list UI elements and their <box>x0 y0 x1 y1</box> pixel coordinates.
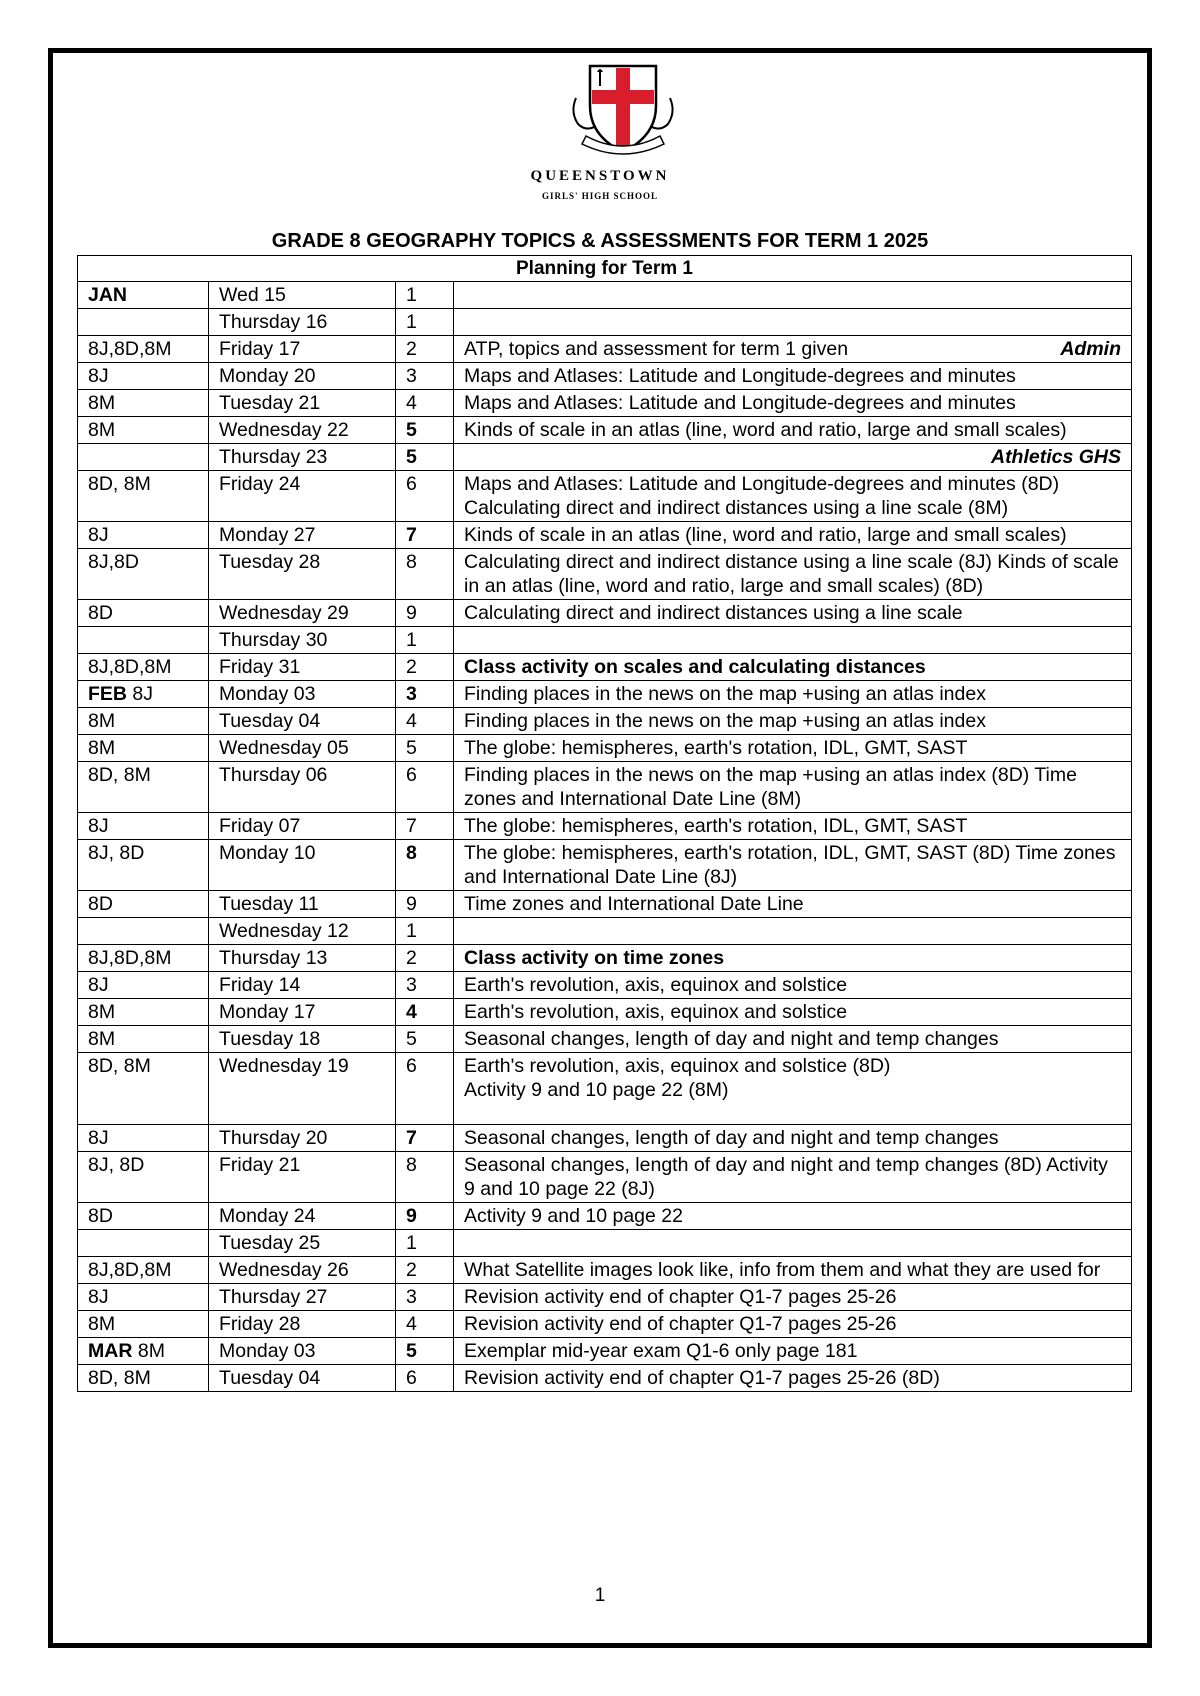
table-row <box>78 1284 1132 1311</box>
class-cell <box>78 762 209 813</box>
cycle-day-cell: 1 <box>396 282 454 309</box>
topic-text: Seasonal changes, length of day and night and temp changes <box>464 1127 999 1149</box>
day-cell: Wednesday 19 <box>209 1053 396 1125</box>
cycle-day-cell: 1 <box>396 918 454 945</box>
cycle-day-cell: 4 <box>396 1311 454 1338</box>
class-groups: 8J <box>88 815 109 837</box>
cycle-day-cell: 2 <box>396 1257 454 1284</box>
table-row <box>78 999 1132 1026</box>
day-cell: Wed 15 <box>209 282 396 309</box>
topic-cell <box>454 1230 1132 1257</box>
class-cell <box>78 681 209 708</box>
class-cell <box>78 1125 209 1152</box>
class-cell <box>78 336 209 363</box>
day-cell: Tuesday 04 <box>209 1365 396 1392</box>
cycle-day-cell: 5 <box>396 444 454 471</box>
class-groups: 8J,8D,8M <box>88 1259 172 1281</box>
cycle-day-cell: 9 <box>396 1203 454 1230</box>
day-cell: Thursday 27 <box>209 1284 396 1311</box>
day-cell: Friday 07 <box>209 813 396 840</box>
topic-text: Earth's revolution, axis, equinox and solstice (8D) <box>464 1055 891 1077</box>
cycle-day-cell: 3 <box>396 972 454 999</box>
cycle-day-cell: 7 <box>396 1125 454 1152</box>
day-cell: Friday 28 <box>209 1311 396 1338</box>
topic-text: Finding places in the news on the map +using an atlas index (8D) Time zones and International Date Line (8M) <box>464 764 1077 810</box>
day-cell: Tuesday 25 <box>209 1230 396 1257</box>
class-groups: 8J <box>88 1127 109 1149</box>
table-row <box>78 708 1132 735</box>
table-row <box>78 813 1132 840</box>
day-cell: Tuesday 28 <box>209 549 396 600</box>
table-row <box>78 1053 1132 1125</box>
cycle-day-cell: 4 <box>396 708 454 735</box>
topic-cell <box>454 417 1132 444</box>
topic-text: Revision activity end of chapter Q1-7 pages 25-26 <box>464 1313 897 1335</box>
cycle-day-cell: 8 <box>396 549 454 600</box>
class-groups: 8J,8D,8M <box>88 338 172 360</box>
class-groups: 8J,8D,8M <box>88 656 172 678</box>
topic-text: Earth's revolution, axis, equinox and solstice <box>464 1001 848 1023</box>
cycle-day-cell: 6 <box>396 762 454 813</box>
table-row <box>78 627 1132 654</box>
class-cell <box>78 1053 209 1125</box>
table-row <box>78 891 1132 918</box>
class-groups: 8J, 8D <box>88 842 145 864</box>
class-cell <box>78 1338 209 1365</box>
day-cell: Monday 10 <box>209 840 396 891</box>
day-cell: Thursday 23 <box>209 444 396 471</box>
topic-cell <box>454 1257 1132 1284</box>
day-cell: Wednesday 26 <box>209 1257 396 1284</box>
table-row <box>78 309 1132 336</box>
topic-cell <box>454 336 1132 363</box>
event-note: Athletics GHS <box>990 446 1122 468</box>
class-groups: 8M <box>88 737 116 759</box>
table-row <box>78 471 1132 522</box>
topic-cell <box>454 1365 1132 1392</box>
document-title: GRADE 8 GEOGRAPHY TOPICS & ASSESSMENTS FOR TERM 1 2025 <box>271 230 929 252</box>
cycle-day-cell: 2 <box>396 654 454 681</box>
class-cell <box>78 600 209 627</box>
table-row <box>78 1230 1132 1257</box>
class-cell <box>78 1257 209 1284</box>
cycle-day-cell: 8 <box>396 840 454 891</box>
topic-cell <box>454 918 1132 945</box>
cycle-day-cell: 5 <box>396 735 454 762</box>
topic-text: What Satellite images look like, info from them and what they are used for <box>464 1259 1101 1281</box>
class-groups: 8M <box>88 392 116 414</box>
table-row <box>78 762 1132 813</box>
table-row <box>78 1152 1132 1203</box>
day-cell: Friday 17 <box>209 336 396 363</box>
class-cell <box>78 417 209 444</box>
class-groups: 8M <box>88 1313 116 1335</box>
topic-cell <box>454 1125 1132 1152</box>
cycle-day-cell: 3 <box>396 681 454 708</box>
table-row <box>78 600 1132 627</box>
school-crest-logo <box>568 60 678 210</box>
class-cell <box>78 1365 209 1392</box>
cycle-day-cell: 5 <box>396 1026 454 1053</box>
topic-text: Earth's revolution, axis, equinox and solstice <box>464 974 848 996</box>
topic-text: Kinds of scale in an atlas (line, word and ratio, large and small scales) <box>464 419 1067 441</box>
topic-cell <box>454 363 1132 390</box>
cycle-day-cell: 5 <box>396 1338 454 1365</box>
class-cell <box>78 309 209 336</box>
cycle-day-cell: 1 <box>396 627 454 654</box>
table-row <box>78 681 1132 708</box>
table-row <box>78 1311 1132 1338</box>
topic-text: Activity 9 and 10 page 22 <box>464 1205 683 1227</box>
class-cell <box>78 972 209 999</box>
class-groups: 8D, 8M <box>88 1367 151 1389</box>
class-groups: 8D, 8M <box>88 1055 151 1077</box>
day-cell: Monday 03 <box>209 681 396 708</box>
topic-text: Calculating direct and indirect distance using a line scale (8J) Kinds of scale in an atlas (line, word and ratio, large and small scales) (8D) <box>464 551 1119 597</box>
table-row <box>78 417 1132 444</box>
table-row <box>78 1026 1132 1053</box>
cycle-day-cell: 1 <box>396 1230 454 1257</box>
school-subtitle: GIRLS' HIGH SCHOOL <box>541 191 659 201</box>
cycle-day-cell: 3 <box>396 1284 454 1311</box>
topic-cell <box>454 654 1132 681</box>
table-row <box>78 363 1132 390</box>
topic-cell <box>454 1338 1132 1365</box>
cycle-day-cell: 7 <box>396 813 454 840</box>
table-row <box>78 390 1132 417</box>
class-groups: 8J <box>132 683 154 705</box>
planning-table <box>77 255 1132 1392</box>
table-row <box>78 945 1132 972</box>
class-cell <box>78 471 209 522</box>
topic-text: The globe: hemispheres, earth's rotation, IDL, GMT, SAST <box>464 815 968 837</box>
day-cell: Friday 24 <box>209 471 396 522</box>
cycle-day-cell: 4 <box>396 390 454 417</box>
cycle-day-cell: 2 <box>396 945 454 972</box>
cycle-day-cell: 7 <box>396 522 454 549</box>
class-cell <box>78 1230 209 1257</box>
day-cell: Thursday 16 <box>209 309 396 336</box>
table-row <box>78 840 1132 891</box>
day-cell: Friday 21 <box>209 1152 396 1203</box>
topic-text: The globe: hemispheres, earth's rotation, IDL, GMT, SAST (8D) Time zones and International Date Line (8J) <box>464 842 1116 888</box>
topic-text: Seasonal changes, length of day and night and temp changes (8D) Activity 9 and 10 page 22 (8J) <box>464 1154 1108 1200</box>
class-cell <box>78 390 209 417</box>
class-groups: 8J <box>88 974 109 996</box>
topic-text: Revision activity end of chapter Q1-7 pages 25-26 <box>464 1286 897 1308</box>
topic-cell <box>454 681 1132 708</box>
table-header: Planning for Term 1 <box>78 256 1132 282</box>
class-cell <box>78 363 209 390</box>
topic-cell <box>454 999 1132 1026</box>
class-cell <box>78 945 209 972</box>
day-cell: Tuesday 18 <box>209 1026 396 1053</box>
day-cell: Tuesday 04 <box>209 708 396 735</box>
topic-cell <box>454 282 1132 309</box>
month-label: MAR <box>88 1340 133 1362</box>
topic-text: Exemplar mid-year exam Q1-6 only page 181 <box>464 1340 858 1362</box>
class-groups: 8D <box>88 1205 113 1227</box>
topic-cell <box>454 1203 1132 1230</box>
cycle-day-cell: 6 <box>396 1365 454 1392</box>
cycle-day-cell: 8 <box>396 1152 454 1203</box>
topic-text: Class activity on time zones <box>464 947 725 969</box>
class-groups: 8M <box>88 419 116 441</box>
table-row <box>78 1338 1132 1365</box>
topic-text: Maps and Atlases: Latitude and Longitude-degrees and minutes (8D) Calculating direct and indirect distances using a line scale (8M) <box>464 473 1060 519</box>
topic-cell <box>454 549 1132 600</box>
day-cell: Monday 17 <box>209 999 396 1026</box>
cycle-day-cell: 3 <box>396 363 454 390</box>
day-cell: Wednesday 22 <box>209 417 396 444</box>
class-groups: 8D <box>88 893 113 915</box>
class-cell <box>78 891 209 918</box>
topic-cell <box>454 627 1132 654</box>
table-row <box>78 522 1132 549</box>
class-cell <box>78 1026 209 1053</box>
class-groups: 8J <box>88 1286 109 1308</box>
table-row <box>78 972 1132 999</box>
table-row <box>78 1365 1132 1392</box>
topic-cell <box>454 444 1132 471</box>
event-note: Admin <box>1060 338 1122 360</box>
day-cell: Tuesday 11 <box>209 891 396 918</box>
day-cell: Friday 14 <box>209 972 396 999</box>
day-cell: Thursday 20 <box>209 1125 396 1152</box>
class-cell <box>78 1203 209 1230</box>
class-cell <box>78 444 209 471</box>
table-row <box>78 918 1132 945</box>
table-row <box>78 654 1132 681</box>
cycle-day-cell: 6 <box>396 1053 454 1125</box>
topic-cell <box>454 945 1132 972</box>
table-header-row <box>78 256 1132 282</box>
school-name: QUEENSTOWN <box>530 168 670 184</box>
topic-cell <box>454 600 1132 627</box>
topic-text: Calculating direct and indirect distances using a line scale <box>464 602 963 624</box>
day-cell: Monday 03 <box>209 1338 396 1365</box>
topic-cell <box>454 762 1132 813</box>
class-cell <box>78 918 209 945</box>
topic-cell <box>454 840 1132 891</box>
class-groups: 8M <box>88 710 116 732</box>
class-groups: 8J, 8D <box>88 1154 145 1176</box>
cycle-day-cell: 9 <box>396 891 454 918</box>
page-number: 1 <box>594 1585 606 1606</box>
topic-cell <box>454 708 1132 735</box>
topic-text: Maps and Atlases: Latitude and Longitude-degrees and minutes <box>464 392 1016 414</box>
day-cell: Wednesday 05 <box>209 735 396 762</box>
class-groups: 8J,8D,8M <box>88 947 172 969</box>
table-row <box>78 444 1132 471</box>
class-groups: 8J,8D <box>88 551 139 573</box>
day-cell: Friday 31 <box>209 654 396 681</box>
cycle-day-cell: 2 <box>396 336 454 363</box>
table-row <box>78 1257 1132 1284</box>
table-row <box>78 282 1132 309</box>
topic-cell <box>454 1026 1132 1053</box>
class-groups: 8D, 8M <box>88 764 151 786</box>
class-cell <box>78 1311 209 1338</box>
table-row <box>78 1125 1132 1152</box>
topic-cell <box>454 735 1132 762</box>
class-groups: 8J <box>88 524 109 546</box>
cycle-day-cell: 9 <box>396 600 454 627</box>
topic-cell <box>454 972 1132 999</box>
month-label: FEB <box>88 683 127 705</box>
topic-cell <box>454 813 1132 840</box>
class-cell <box>78 549 209 600</box>
topic-text: Maps and Atlases: Latitude and Longitude-degrees and minutes <box>464 365 1016 387</box>
day-cell: Monday 24 <box>209 1203 396 1230</box>
class-cell <box>78 282 209 309</box>
month-label: JAN <box>88 284 128 306</box>
day-cell: Thursday 06 <box>209 762 396 813</box>
day-cell: Thursday 30 <box>209 627 396 654</box>
topic-text: ATP, topics and assessment for term 1 given <box>464 338 849 360</box>
table-row <box>78 1203 1132 1230</box>
class-groups: 8M <box>137 1340 165 1362</box>
topic-text: Seasonal changes, length of day and night and temp changes <box>464 1028 999 1050</box>
topic-cell <box>454 471 1132 522</box>
topic-text: Finding places in the news on the map +using an atlas index <box>464 683 986 705</box>
table-row <box>78 336 1132 363</box>
class-groups: 8D <box>88 602 113 624</box>
class-groups: 8J <box>88 365 109 387</box>
topic-cell <box>454 1152 1132 1203</box>
topic-text: Activity 9 and 10 page 22 (8M) <box>464 1079 729 1101</box>
class-cell <box>78 708 209 735</box>
topic-cell <box>454 1053 1132 1125</box>
day-cell: Monday 27 <box>209 522 396 549</box>
topic-text: Finding places in the news on the map +using an atlas index <box>464 710 986 732</box>
day-cell: Tuesday 21 <box>209 390 396 417</box>
topic-cell <box>454 309 1132 336</box>
day-cell: Wednesday 12 <box>209 918 396 945</box>
class-cell <box>78 654 209 681</box>
topic-text: Revision activity end of chapter Q1-7 pages 25-26 (8D) <box>464 1367 940 1389</box>
table-row <box>78 549 1132 600</box>
topic-text: The globe: hemispheres, earth's rotation, IDL, GMT, SAST <box>464 737 968 759</box>
topic-cell <box>454 891 1132 918</box>
topic-cell <box>454 522 1132 549</box>
cycle-day-cell: 1 <box>396 309 454 336</box>
class-groups: 8M <box>88 1028 116 1050</box>
class-cell <box>78 735 209 762</box>
class-cell <box>78 840 209 891</box>
class-cell <box>78 522 209 549</box>
class-cell <box>78 999 209 1026</box>
cycle-day-cell: 5 <box>396 417 454 444</box>
class-cell <box>78 1284 209 1311</box>
cycle-day-cell: 6 <box>396 471 454 522</box>
class-groups: 8M <box>88 1001 116 1023</box>
class-cell <box>78 1152 209 1203</box>
topic-cell <box>454 1284 1132 1311</box>
topic-cell <box>454 1311 1132 1338</box>
topic-text: Time zones and International Date Line <box>464 893 804 915</box>
day-cell: Thursday 13 <box>209 945 396 972</box>
class-groups: 8D, 8M <box>88 473 151 495</box>
day-cell: Wednesday 29 <box>209 600 396 627</box>
day-cell: Monday 20 <box>209 363 396 390</box>
cycle-day-cell: 4 <box>396 999 454 1026</box>
topic-cell <box>454 390 1132 417</box>
topic-text: Class activity on scales and calculating distances <box>464 656 926 678</box>
table-row <box>78 735 1132 762</box>
class-cell <box>78 627 209 654</box>
topic-text: Kinds of scale in an atlas (line, word and ratio, large and small scales) <box>464 524 1067 546</box>
class-cell <box>78 813 209 840</box>
